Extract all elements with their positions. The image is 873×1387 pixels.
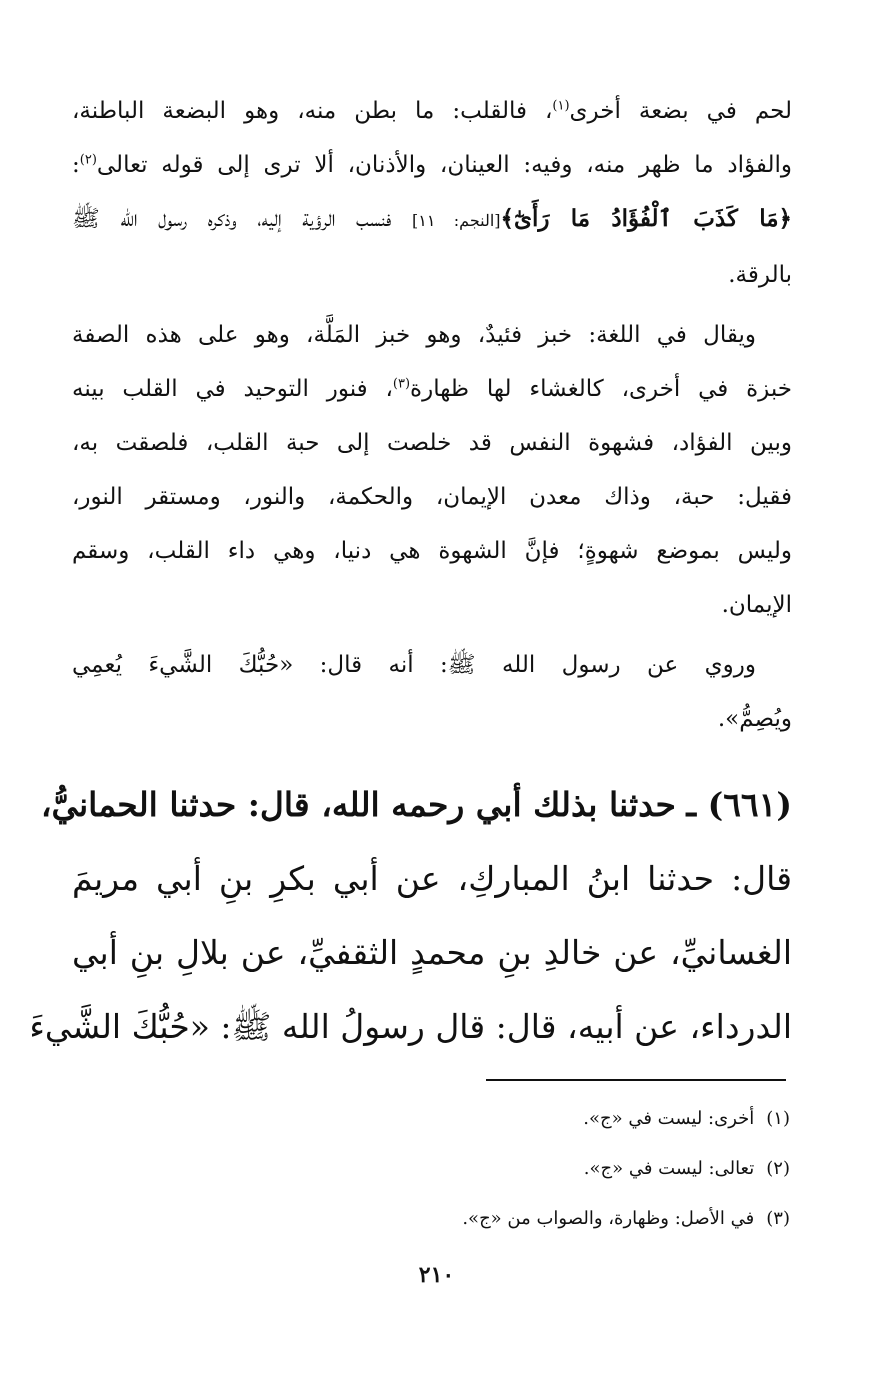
paragraph-2 [72,308,792,632]
footnote-text: أخرى: ليست في «ج». [583,1108,755,1129]
paragraph-2-line-1 [72,308,792,362]
text-segment: : [72,152,80,178]
hadith-number: (٦٦١) ـ [686,785,792,824]
paragraph-3-line-1 [72,638,792,692]
text-segment: فنسب الرؤية إليه، وذكره رسول الله ﷺ [72,206,392,232]
hadith-line-3: الغسانيِّ، عن خالدِ بنِ محمدٍ الثقفيِّ، عن بلالِ بنِ أبي [72,933,792,972]
footnote-number: (١) [766,1108,790,1129]
text-segment: خبزة في أخرى، كالغشاء لها ظهارة [410,376,792,402]
quran-verse: ﴿مَا كَذَبَ ٱلْفُؤَادُ مَا رَأَىٰٓ﴾ [500,205,792,232]
footnote-text: تعالى: ليست في «ج». [583,1158,755,1179]
paragraph-2-line-3: وبين الفؤاد، فشهوة النفس قد خلصت إلى حبة القلب، فلصقت به، [72,430,792,456]
text-segment: ويقال في اللغة: خبز فئيدٌ، وهو خبز المَلَّة، وهو على هذه الصفة [72,322,756,348]
text-segment: وروي عن رسول الله ﷺ: أنه قال: «حُبُّكَ الشَّيءَ يُعمِي [72,652,756,678]
paragraph-1-line-4: بالرقة. [728,262,792,288]
paragraph-3-line-2: ويُصِمُّ». [717,706,792,732]
hadith-block [29,768,792,1064]
text-segment: ، فنور التوحيد في القلب بينه [72,376,393,402]
footnote-text: في الأصل: وظهارة، والصواب من «ج». [462,1208,755,1229]
footnote-number: (٣) [766,1208,790,1229]
footnote-2 [190,1144,790,1194]
paragraph-1 [72,84,792,302]
footnotes [190,1094,790,1244]
page-number: ٢١٠ [418,1262,455,1288]
text-segment: والفؤاد ما ظهر منه، وفيه: العينان، والأذنان، ألا ترى إلى قوله تعالى [96,152,792,178]
footnote-ref-2[interactable]: (٢) [79,152,97,168]
page-body [29,84,792,1064]
paragraph-1-line-2 [72,138,792,192]
paragraph-2-line-2 [72,362,792,416]
paragraph-2-line-6: الإيمان. [721,592,792,618]
hadith-line-2: قال: حدثنا ابنُ المباركِ، عن أبي بكرِ بنِ أبي مريمَ [72,859,792,898]
footnote-number: (٢) [766,1158,790,1179]
paragraph-2-line-5: وليس بموضع شهوةٍ؛ فإنَّ الشهوة هي دنيا، وهي داء القلب، وسقم [72,538,792,564]
hadith-line-1 [40,768,792,842]
paragraph-3 [72,638,792,746]
footnote-1 [190,1094,790,1144]
footnote-divider [486,1079,786,1081]
paragraph-2-line-4: فقيل: حبة، وذاك معدن الإيمان، والحكمة، والنور، ومستقر النور، [72,484,792,510]
footnote-ref-3[interactable]: (٣) [392,376,411,392]
text-segment: حدثنا بذلك أبي رحمه الله، قال: حدثنا الحمانيُّ، [40,785,676,824]
footnote-3 [190,1194,790,1244]
footnote-ref-1[interactable]: (١) [552,98,570,114]
paragraph-1-line-1 [72,84,792,138]
paragraph-1-line-3 [72,192,792,248]
quran-reference: [النجم: ١١] [412,211,501,230]
text-segment: ، فالقلب: ما بطن منه، وهو البضعة الباطنة، [72,98,553,124]
hadith-line-4: الدرداء، عن أبيه، قال: قال رسولُ الله ﷺ: «حُبُّكَ الشَّيءَ [29,1007,792,1046]
text-segment: لحم في بضعة أخرى [569,98,792,124]
